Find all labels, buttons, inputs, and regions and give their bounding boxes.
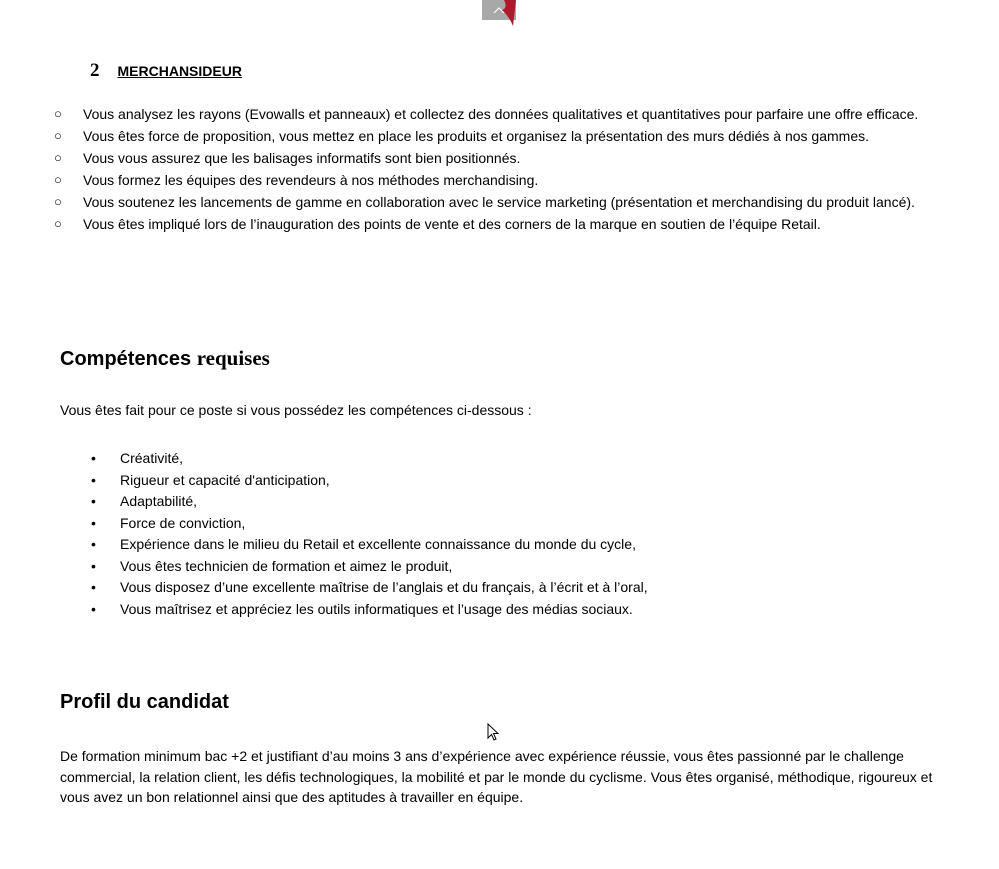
list-item: • Vous disposez d’une excellente maîtrise de l’anglais et du français, à l’écrit et à l’oral, [88,577,648,599]
list-item: • Expérience dans le milieu du Retail et excellente connaissance du monde du cycle, [88,534,648,556]
section-title: MERCHANSIDEUR [117,63,242,79]
circle-bullet-icon: ○ [54,194,62,209]
collapse-tab[interactable] [482,0,516,20]
bullet-icon: • [91,557,96,574]
competences-heading: Compétences requises [60,346,270,370]
bullet-icon: • [91,536,96,552]
bullet-icon: • [91,600,96,617]
profil-text: De formation minimum bac +2 et justifiant d’au moins 3 ans d’expérience avec expérience réussie, vous êtes passionné par le challenge commercial, la relation client, les défis technologiques, la mobilité et par le monde du cyclisme. Vous êtes organisé, méthodique, rigoureux et vous avez un bon relationnel ainsi que des aptitudes à travailler en équipe. [60,748,933,805]
section-number: 2 [90,60,100,81]
mouse-cursor-icon [487,723,501,743]
bullet-icon: • [91,450,96,466]
list-item: ○ Vous soutenez les lancements de gamme en collaboration avec le service marketing (présentation et merchandising du produit lancé). [54,194,915,210]
bullet-icon: • [91,493,96,509]
list-item: ○ Vous analysez les rayons (Evowalls et panneaux) et collectez des données qualitatives et quantitatives pour parfaire une offre efficace. [54,106,919,122]
chevron-up-icon [482,0,516,26]
task-list [50,104,955,236]
logo-swoosh-icon [502,0,516,26]
bullet-icon: • [91,579,96,595]
list-item: • Force de conviction, [88,513,648,535]
list-item: ○ Vous formez les équipes des revendeurs à nos méthodes merchandising. [54,172,539,188]
list-item: ○ Vous êtes impliqué lors de l’inauguration des points de vente et des corners de la marque en soutien de l’équipe Retail. [54,216,821,232]
list-item: • Rigueur et capacité d'anticipation, [88,470,648,492]
profil-heading: Profil du candidat [60,691,229,713]
circle-bullet-icon: ○ [54,172,62,187]
competences-list [88,448,648,620]
section-heading [90,60,242,82]
circle-bullet-icon: ○ [54,216,62,231]
bullet-icon: • [91,514,96,531]
bullet-icon: • [91,471,96,488]
list-item: ○ Vous vous assurez que les balisages informatifs sont bien positionnés. [54,150,521,166]
circle-bullet-icon: ○ [54,150,62,165]
circle-bullet-icon: ○ [54,106,62,121]
list-item: • Vous maîtrisez et appréciez les outils informatiques et l’usage des médias sociaux. [88,599,648,621]
list-item: • Adaptabilité, [88,491,648,513]
list-item: • Créativité, [88,448,648,470]
list-item: ○ Vous êtes force de proposition, vous mettez en place les produits et organisez la présentation des murs dédiés à nos gammes. [54,128,869,144]
list-item: • Vous êtes technicien de formation et aimez le produit, [88,556,648,578]
circle-bullet-icon: ○ [54,128,62,143]
competences-intro: Vous êtes fait pour ce poste si vous possédez les compétences ci-dessous : [60,402,532,418]
